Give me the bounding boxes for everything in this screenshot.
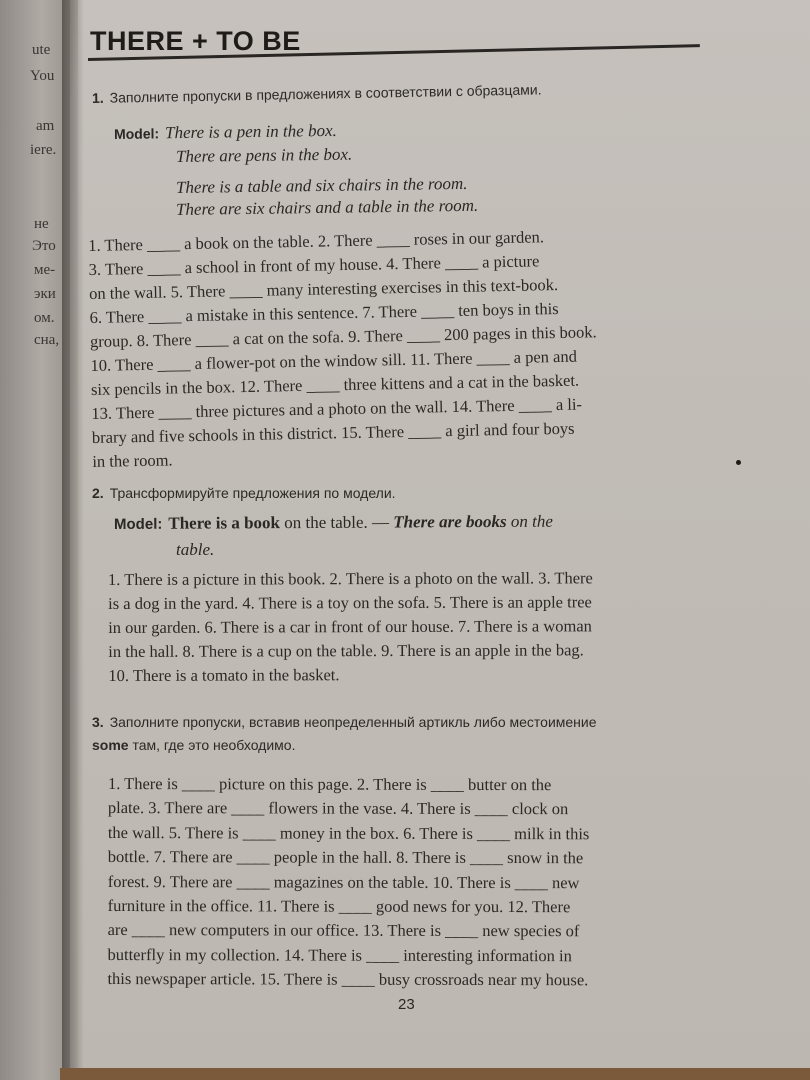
left-fragment: ом. [34,310,55,326]
text-line: forest. 9. There are ____ magazines on the table. 10. There is ____ new [107,871,580,892]
text-line: is a dog in the yard. 4. There is a toy on the sofa. 5. There is an apple tree [108,592,592,613]
text-line: 1. There is a picture in this book. 2. There is a photo on the wall. 3. There [108,568,593,589]
text-line: 3. There ____ a school in front of my house. 4. There ____ a picture [88,251,540,279]
instruction-text: Заполните пропуски в предложениях в соответствии с образцами. [109,81,542,106]
exercise-2-model [114,512,553,534]
text-line: in the hall. 8. There is a cup on the table. 9. There is an apple in the bag. [108,640,584,661]
text-line: bottle. 7. There are ____ people in the hall. 8. There is ____ snow in the [107,847,584,868]
text-line: 13. There ____ three pictures and a photo on the wall. 14. There ____ a li- [91,394,583,423]
text-line: 10. There is a tomato in the basket. [108,665,340,685]
text-line: 6. There ____ a mistake in this sentence. 7. There ____ ten boys in this [89,298,559,327]
text-line: 10. There ____ a flower-pot on the window sill. 11. There ____ a pen and [90,346,578,375]
model-sentence: There are six chairs and a table in the room. [175,195,479,219]
text-line: butterfly in my collection. 14. There is ____ interesting information in [107,944,572,966]
model-bold: There is a book [168,513,280,533]
instruction-keyword: some [92,737,129,753]
text-line: brary and five schools in this district. 15. There ____ a girl and four boys [91,418,575,447]
text-line: plate. 3. There are ____ flowers in the vase. 4. There is ____ clock on [107,798,569,819]
table-surface [60,1068,810,1080]
model-italic: table. [176,540,215,559]
model-sentence: There are pens in the box. [175,144,353,166]
exercise-2-model-cont [176,540,214,560]
book-gutter [62,0,84,1080]
instruction-text: там, где это необходимо. [128,737,296,753]
exercise-1-model-a [114,121,337,144]
text-line: six pencils in the box. 12. There ____ three kittens and a cat in the basket. [90,370,580,399]
model-label: Model: [113,125,160,142]
exercise-3-instruction-cont [92,737,295,753]
textbook-page [78,0,810,1080]
model-label: Model: [113,515,163,533]
left-page-edge [0,0,70,1080]
model-plain: on the table. — [279,512,394,533]
exercise-1-model-c [176,174,468,198]
text-line: 1. There ____ a book on the table. 2. There ____ roses in our garden. [88,227,545,255]
instruction-text: Заполните пропуски, вставив неопределенный артикль либо местоимение [109,714,597,730]
left-fragment: iere. [30,142,57,158]
exercise-number: 2. [92,485,104,501]
text-line: are ____ new computers in our office. 13. There is ____ new species of [107,920,580,941]
left-fragment: Это [32,238,56,254]
text-line: in our garden. 6. There is a car in front of our house. 7. There is a woman [108,616,592,637]
exercise-number: 1. [91,89,104,106]
exercise-2-text [108,566,593,688]
left-fragment: сна, [34,332,60,348]
exercise-1-model-d [176,196,478,220]
left-fragment: эки [34,286,56,302]
model-bold-italic: There are books [393,511,507,532]
model-sentence: There is a pen in the box. [164,120,337,143]
model-sentence: There is a table and six chairs in the room. [175,173,468,197]
model-italic: on the [506,511,553,531]
ink-dot [736,460,741,465]
exercise-3-instruction [92,714,597,730]
left-fragment: am [36,118,55,134]
exercise-3-text [107,772,589,993]
text-line: 1. There is ____ picture on this page. 2. There is ____ butter on the [107,774,552,795]
left-fragment: You [30,68,55,84]
text-line: the wall. 5. There is ____ money in the box. 6. There is ____ milk in this [107,822,590,844]
text-line: this newspaper article. 15. There is ____ busy crossroads near my house. [107,969,589,990]
exercise-1-model-b [176,145,353,167]
left-fragment: ме- [34,262,56,278]
page-title: THERE + TO BE [90,26,301,56]
text-line: in the room. [92,450,173,471]
left-fragment: не [34,216,49,232]
exercise-1-instruction [92,81,542,106]
exercise-1-text [88,224,599,474]
text-line: group. 8. There ____ a cat on the sofa. 9. There ____ 200 pages in this book. [89,322,597,351]
text-line: on the wall. 5. There ____ many interesting exercises in this text-book. [88,274,559,303]
left-fragment: ute [32,42,51,58]
instruction-text: Трансформируйте предложения по модели. [109,485,396,501]
page-number: 23 [398,996,415,1013]
exercise-number: 3. [92,714,104,730]
text-line: furniture in the office. 11. There is ____ good news for you. 12. There [107,896,571,917]
exercise-2-instruction [92,485,396,501]
